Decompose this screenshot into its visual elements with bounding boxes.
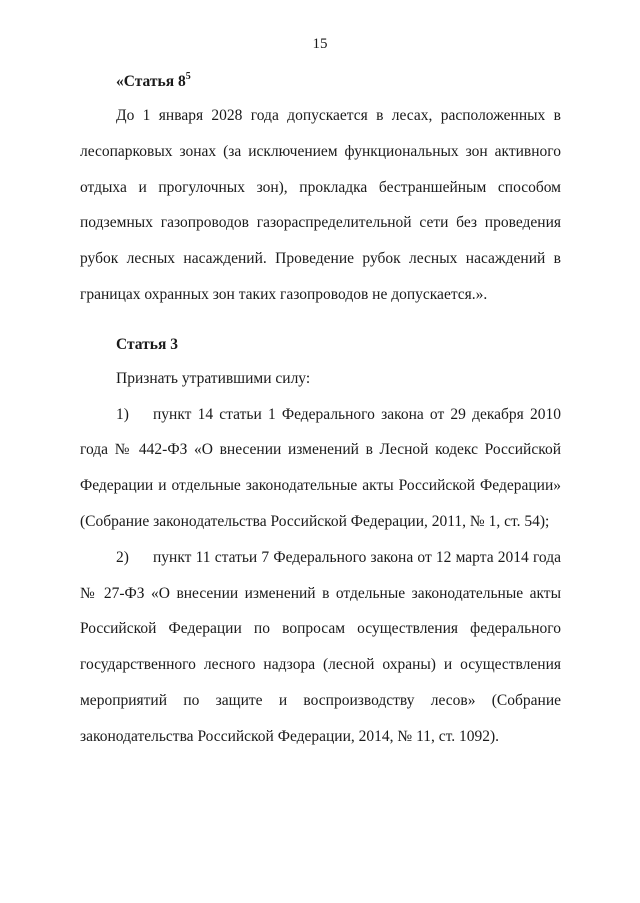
article-3-heading: Статья 3 [116,335,178,353]
page-number: 15 [312,36,328,52]
article-8-5-heading-sup: 5 [185,71,191,82]
article-8-5-heading [80,62,561,92]
item-number: 2) [116,548,129,566]
article-3-item-2 [80,540,561,755]
item-number: 1) [116,405,129,423]
document-body [80,62,561,755]
article-3-intro: Признать утратившими силу: [116,369,311,387]
article-3-item-1 [80,397,561,540]
item-text: пункт 14 статьи 1 Федерального закона от 29 декабря 2010 года № 442-ФЗ «О внесении изменений в Лесной кодекс Российской Федерации и отдельные законодательные акты Российской Федерации» (Собрание законодательства Российской Федерации, 2011, № 1, ст. 54); [80,405,561,530]
article-8-5-text: До 1 января 2028 года допускается в лесах, расположенных в лесопарковых зонах (за исключением функциональных зон активного отдыха и прогулочных зон), прокладка бестраншейным способом подземных газопроводов газораспределительной сети без проведения рубок лесных насаждений. Проведение рубок лесных насаждений в границах охранных зон таких газопроводов не допускается.». [80,107,561,303]
article-8-5-heading-text: «Статья 8 [116,73,186,90]
item-text: пункт 11 статьи 7 Федерального закона от 12 марта 2014 года № 27-ФЗ «О внесении изменений в отдельные законодательные акты Российской Федерации по вопросам осуществления федерального государственного лесного надзора (лесной охраны) и осуществления мероприятий по защите и воспроизводству лесов» (Собрание законодательства Российской Федерации, 2014, № 11, ст. 1092). [80,548,561,745]
